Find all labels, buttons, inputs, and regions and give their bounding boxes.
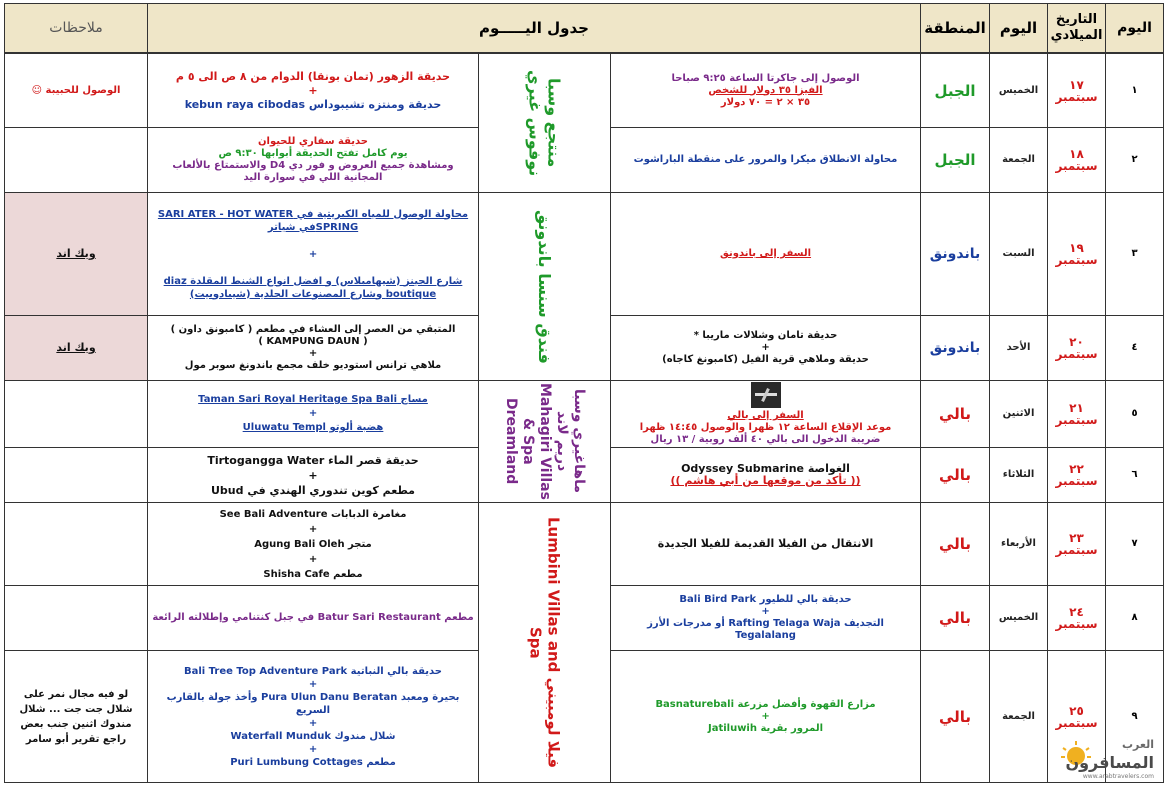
activity-line: المتبقي من العصر إلى العشاء في مطعم ( كامبونق داون ) [170,324,456,335]
activity-cell [147,315,479,381]
activity-line: بحيرة ومعبد Pura Ulun Danu Beratan وأخذ جولة بالقارب [166,691,460,703]
activity-line: SPRINGفي شياتر [267,221,359,233]
activity-line: + [308,248,318,260]
plan-cell [610,502,921,586]
activity-line: حديقة الزهور (تمان بونقا) الدوام من ٨ ص الى ٥ م [175,69,451,83]
plan-cell [610,192,921,316]
activity-line: متجر Agung Bali Oleh [254,538,372,550]
date: ٢٤ سبتمبر [1047,585,1106,651]
activity-line: + [308,678,318,690]
header-day-num: اليوم [1105,3,1164,53]
activity-line: + [308,717,318,729]
notes-cell [4,127,148,193]
header-date: التاريخ الميلادي [1047,3,1106,53]
header-weekday: اليوم [989,3,1048,53]
notes-cell: لو فيه مجال نمر على شلال جت جت ... شلال مندوك اثنين جنب بعض راجع تقرير أبو سامر [4,650,148,783]
activity-line: + [308,83,318,97]
date: ٢١ سبتمبر [1047,380,1106,448]
activity-line: المجانية اللي في سوارة اليد [243,172,383,183]
day-number: ٨ [1105,585,1164,651]
logo-line-1: العرب [1121,738,1154,751]
activity-cell [147,127,479,193]
activity-cell [147,447,479,503]
header-schedule: جدول اليـــــوم [147,3,921,53]
notes-cell: ويك اند [4,315,148,381]
plan-line: السفر إلى بالي [727,410,804,421]
weekday: الأحد [989,315,1048,381]
activity-line: + [308,348,318,359]
region: الجبل [920,53,990,128]
logo-url: www.arabtravelers.com [1082,773,1154,780]
day-number: ٣ [1105,192,1164,316]
region: بالي [920,380,990,448]
region: باندونق [920,192,990,316]
activity-line: مطعم Shisha Cafe [263,568,363,580]
hotel-name: ماهاغيري وسبا دريم لاند Mahagiri Villas & Spa Dreamland [503,383,587,500]
day-number: ٢ [1105,127,1164,193]
hotel-cell [478,380,611,503]
plan-line: المرور بقرية Jatiluwih [707,722,824,734]
plan-cell [610,447,921,503]
activity-line: هضبة ألوتو Uluwatu Templ [242,422,384,433]
plan-line: الانتقال من الفيلا القديمة للفيلا الجديدة [657,537,874,550]
date: ٢٥ سبتمبر [1047,650,1106,783]
weekday: الجمعة [989,127,1048,193]
region: بالي [920,585,990,651]
activity-cell [147,502,479,586]
notes-cell: الوصول للحبيبة ☺ [4,53,148,128]
plan-cell [610,127,921,193]
activity-line: مساج Taman Sari Royal Heritage Spa Bali [198,394,428,405]
hotel-cell [478,502,611,783]
activity-line: السريع [295,704,331,716]
day-number: ٥ [1105,380,1164,448]
plan-cell [610,380,921,448]
activity-line: ( KAMPUNG DAUN ) [258,336,368,347]
activity-line: boutique وشارع المصنوعات الجلدية (شيبادوبيت) [189,288,437,300]
activity-cell [147,53,479,128]
header-region: المنطقة [920,3,990,53]
hotel-cell [478,192,611,381]
date: ١٨ سبتمبر [1047,127,1106,193]
weekday: الجمعة [989,650,1048,783]
plan-cell [610,650,921,783]
activity-cell [147,585,479,651]
activity-cell [147,380,479,448]
notes-cell [4,585,148,651]
region: بالي [920,502,990,586]
plan-line: حديقة تامان وشلالات ماريبا * [693,330,838,341]
weekday: السبت [989,192,1048,316]
date: ٢٣ سبتمبر [1047,502,1106,586]
date: ٢٠ سبتمبر [1047,315,1106,381]
arab-travelers-logo [1054,730,1159,780]
activity-line: شارع الجينز (شيهامبلاس) و افضل انواع الشنط المقلدة diaz [163,275,463,287]
region: بالي [920,650,990,783]
region: الجبل [920,127,990,193]
plan-line: الوصول إلى جاكرتا الساعة ٩:٢٥ صباحا [671,72,860,84]
plan-line: محاولة الانطلاق ميكرا والمرور على منقطة الباراشوت [633,154,898,165]
plan-line: الفيزا ٣٥ دولار للشخص [708,84,823,96]
day-number: ٦ [1105,447,1164,503]
activity-line: + [308,553,318,565]
plan-line: التجديف Rafting Telaga Waja أو مدرجات الأرز [647,618,884,629]
weekday: الخميس [989,585,1048,651]
activity-line: مطعم Batur Sari Restaurant في جبل كنتنامي وإطلالته الرائعة [152,612,474,623]
activity-cell [147,192,479,316]
activity-line: شلال مندوك Waterfall Munduk [230,730,396,742]
activity-line: ومشاهدة جميع العروض و فور دي D4 والاستمتاع بالألعاب [172,160,454,171]
date: ١٧ سبتمبر [1047,53,1106,128]
plan-cell [610,585,921,651]
plan-line: + [761,342,770,353]
plan-line: (( تأكد من موقعها من أبي هاشم )) [670,474,861,487]
weekday: الثلاثاء [989,447,1048,503]
logo-line-2: المسافرون [1065,753,1154,772]
plan-cell [610,315,921,381]
sun-logo-icon [1054,730,1159,780]
plan-line: + [761,606,770,617]
plan-line: حديقة وملاهي قرية الفيل (كامبونغ كاجاه) [662,354,869,365]
weekday: الاثنين [989,380,1048,448]
activity-line: ملاهي ترانس استوديو خلف مجمع باندونغ سوبر مول [184,360,442,371]
day-number: ٤ [1105,315,1164,381]
day-number: ٩ [1105,650,1164,783]
activity-line: + [308,408,318,419]
activity-line: مطعم Puri Lumbung Cottages [230,756,396,768]
plan-line: Tegalalang [735,630,796,641]
notes-cell: ويك اند [4,192,148,316]
plan-line: موعد الإقلاع الساعة ١٢ ظهرا والوصول ١٤:٤٥ ظهرا [639,422,892,433]
activity-line: + [308,523,318,535]
notes-cell [4,447,148,503]
activity-line: + [308,468,318,482]
activity-line: محاولة الوصول للمياه الكبريتية في SARI ATER - HOT WATER [157,208,469,220]
hotel-name: منتجع وسبا نوفوس غيري [525,69,564,177]
day-number: ٧ [1105,502,1164,586]
header-notes: ملاحظات [4,3,148,53]
plan-cell [610,53,921,128]
hotel-name: فندق سنسا باندونق [535,209,554,364]
airplane-icon [751,382,781,408]
day-number: ١ [1105,53,1164,128]
activity-line: يوم كامل تفتح الحديقة أبوابها ٩:٣٠ ص [218,148,408,159]
activity-line: + [308,743,318,755]
notes-cell [4,502,148,586]
notes-cell [4,380,148,448]
region: بالي [920,447,990,503]
activity-line: حديقة سفاري للحيوان [257,136,369,147]
plan-line: الغواصة Odyssey Submarine [681,462,850,475]
plan-line: ضريبة الدخول الى بالي ٤٠ ألف روبية / ١٣ ريال [650,434,881,445]
plan-line: السفر إلى باندونق [719,248,812,259]
hotel-cell [478,53,611,193]
activity-cell [147,650,479,783]
activity-line: حديقة قصر الماء Tirtogangga Water [207,453,419,467]
activity-line: مغامرة الدبابات See Bali Adventure [219,508,407,520]
plan-line: حديقة بالي للطيور Bali Bird Park [679,594,852,605]
activity-line: مطعم كوين تندوري الهندي في Ubud [211,483,415,497]
plan-line: ٣٥ × ٢ = ٧٠ دولار [720,96,811,108]
plan-line: مزارع القهوة وأفضل مزرعة Basnaturebali [655,698,876,710]
activity-line: حديقة ومنتزه تشيبوداس kebun raya cibodas [184,97,442,111]
weekday: الأربعاء [989,502,1048,586]
date: ١٩ سبتمبر [1047,192,1106,316]
plan-line: + [761,710,770,722]
activity-line: حديقة بالي النباتية Bali Tree Top Adventure Park [183,665,443,677]
date: ٢٢ سبتمبر [1047,447,1106,503]
region: باندونق [920,315,990,381]
hotel-name: فيلا لومبيني Lumbini Villas and Spa [526,516,563,769]
weekday: الخميس [989,53,1048,128]
